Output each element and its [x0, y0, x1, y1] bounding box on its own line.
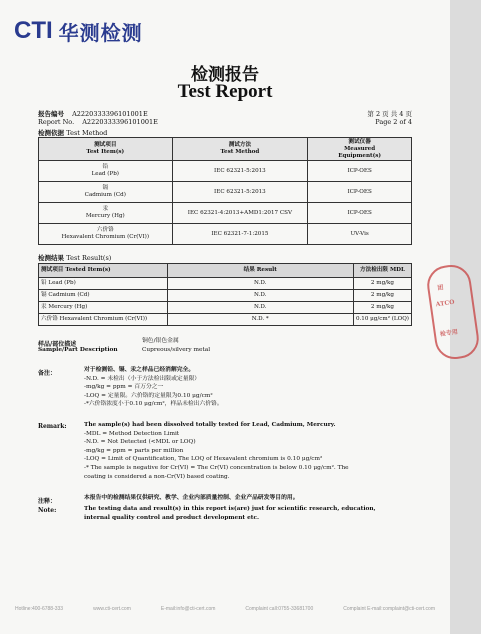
remark-en-label: Remark:	[38, 423, 67, 430]
table-row: 铅 Lead (Pb) IEC 62321-5:2013 ICP-OES	[39, 161, 412, 182]
table-row: 镉 Cadmium (Cd) IEC 62321-5:2013 ICP-OES	[39, 182, 412, 203]
footer-hotline: Hotline:400-6788-333	[15, 606, 64, 612]
test-method-header-row	[39, 138, 412, 161]
table-row: 汞 Mercury (Hg) IEC 62321-4:2013+AMD1:2017 CSV ICP-OES	[39, 203, 412, 224]
sample-value-en: Cupreous/silvery metal	[142, 347, 211, 353]
note-en-lines: The testing data and result(s) in this report is(are) just for scientific research, education, internal quality control and product development etc.	[84, 506, 376, 521]
footer-website[interactable]: www.cti-cert.com	[93, 606, 131, 612]
page-indicator-en: Page 2 of 4	[375, 118, 412, 126]
logo-cn-text: 华测检测	[58, 20, 143, 45]
report-no-value-en: A2220333396101001E	[82, 118, 158, 126]
footer-email[interactable]: E-mail:info@cti-cert.com	[160, 606, 216, 612]
header-test-method: 测试方法 Test Method	[172, 138, 308, 161]
report-no-value-cn: A2220333396101001E	[72, 110, 148, 118]
report-no-label-cn: 报告编号	[38, 110, 64, 118]
report-number-block	[38, 110, 158, 126]
remark-cn-lines: 对于检测铅、镉、汞之样品已经消解完全。 -N.D. = 未检出（小于方法检出限或定量限） -mg/kg = ppm = 百万分之一 -LOQ = 定量限。六价铬的定量限为0.10 μg/cm² -*六价铬浓度小于0.10 μg/cm²，样品未检出六价铬。	[84, 367, 223, 408]
table-row: 汞 Mercury (Hg) N.D. 2 mg/kg	[39, 302, 412, 314]
title-cn: 检测报告	[191, 65, 259, 85]
remark-cn-label: 备注：	[38, 370, 57, 377]
note-cn-label: 注释：	[38, 498, 57, 505]
sample-label-en: Sample/Part Description	[38, 347, 118, 353]
test-result-table	[38, 263, 412, 326]
footer-contacts	[0, 606, 450, 618]
logo-mark: CTI	[14, 17, 53, 44]
table-row: 六价铬 Hexavalent Chromium (Cr(VI)) IEC 62321-7-1:2015 UV-Vis	[39, 224, 412, 245]
sample-value-cn: 铜色/银色金属	[142, 338, 179, 344]
sample-label-cn: 样品/部位描述	[38, 341, 77, 348]
red-seal-stamp: 团 ATCO 检专用	[425, 262, 481, 361]
header-equipment: 测试仪器 Measured Equipment(s)	[308, 138, 412, 161]
report-no-label-en: Report No.	[38, 118, 75, 126]
header-tested-item: 测试项目 Tested Item(s)	[39, 264, 168, 278]
title-en: Test Report	[177, 81, 273, 102]
test-method-table	[38, 137, 412, 245]
table-row: 镉 Cadmium (Cd) N.D. 2 mg/kg	[39, 290, 412, 302]
footer-complaint-call: Complaint call:0755-33681700	[245, 606, 314, 612]
note-en-label: Note:	[38, 507, 57, 514]
page-indicator	[340, 110, 412, 126]
remark-en-lines: The sample(s) had been dissolved totally tested for Lead, Cadmium, Mercury. -MDL = Method Detection Limit -N.D. = Not Detected (<MDL or LOQ) -mg/kg = ppm = parts per million -LOQ = Limit of Quantification, The LOQ of Hexavalent chromium is 0.10 μg/cm² -* The sample is negative for Cr(VI) = The Cr(VI) concentration is below 0.10 μg/cm². The coating is considered a non-Cr(VI) based coating.	[84, 422, 349, 480]
cti-logo	[14, 18, 143, 44]
header-result: 结果 Result	[167, 264, 353, 278]
table-row: 六价铬 Hexavalent Chromium (Cr(VI)) N.D. * 0.10 μg/cm² (LOQ)	[39, 314, 412, 326]
page-indicator-cn: 第 2 页 共 4 页	[367, 110, 412, 118]
table-row: 铅 Lead (Pb) N.D. 2 mg/kg	[39, 278, 412, 290]
header-mdl: 方法检出限 MDL	[353, 264, 411, 278]
header-test-item: 测试项目 Test Item(s)	[39, 138, 173, 161]
footer-complaint-email[interactable]: Complaint E-mail:complaint@cti-cert.com	[343, 606, 435, 612]
test-result-header-row	[39, 264, 412, 278]
test-method-heading: 检测依据 Test Method	[38, 129, 108, 137]
note-cn-line: 本报告中的检测结果仅供研究、教学、企业内部质量控制、企业产品研发等目的用。	[84, 495, 299, 501]
test-result-heading: 检测结果 Test Result(s)	[38, 254, 112, 262]
